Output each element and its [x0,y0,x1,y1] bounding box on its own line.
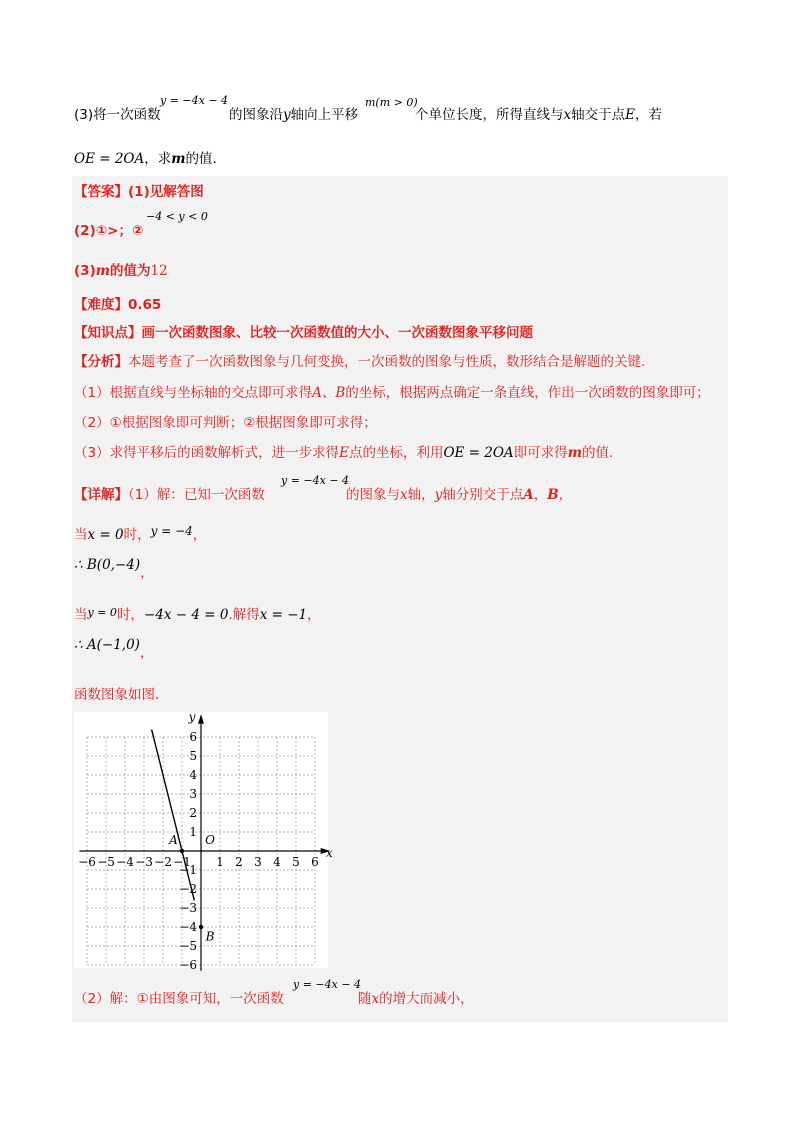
q3-xvar: x [563,107,572,123]
y-tick-label: 2 [189,806,197,820]
detail-l7-func: y = −4x − 4 [293,978,362,991]
x-tick-label: 3 [254,855,262,869]
q3-line2 [74,150,217,168]
q3-yvar: y [283,107,291,123]
detail-l4-a: 当 [74,607,88,623]
detail-l5-c: ， [139,645,154,661]
y-tick-label: −6 [179,958,197,972]
q3-point-e: E [625,107,635,123]
answer-part-2-math: −4 < y < 0 [146,210,208,223]
analysis-p3-a: （3）求得平移后的函数解析式，进一步求得 [74,445,340,461]
detail-l2-eq: x = 0 [87,527,124,543]
detail-label: 【详解】 [74,487,128,503]
x-axis-label: x [325,846,333,860]
answer-part-2-prefix: (2)①>；② [74,223,144,239]
q3-mid4: 轴交于点 [571,107,626,123]
analysis-p1-c: 的坐标，根据两点确定一条直线，作出一次函数的图象即可； [345,385,710,401]
x-tick-label: 4 [273,855,281,869]
answer-part-3-m: m [95,263,111,279]
point-b-dot [199,925,203,929]
detail-l4-eq2: −4x − 4 = 0 [143,607,229,623]
q3-mid3: 个单位长度，所得直线与 [415,107,564,123]
analysis-label: 【分析】 [74,354,128,370]
x-tick-label: −5 [97,855,115,869]
detail-l6-text: 函数图象如图. [74,687,160,703]
y-tick-label: 1 [189,825,197,839]
answer-part-3 [74,262,168,280]
point-a-dot [180,849,184,853]
answer-part-1: (1)见解答图 [128,184,204,200]
detail-line-2 [74,526,206,544]
q3-text-a [229,106,358,124]
difficulty-line [74,296,161,314]
y-tick-label: −5 [179,939,197,953]
x-tick-label: −4 [116,855,134,869]
analysis-p1-a: （1）根据直线与坐标轴的交点即可求得 [74,385,313,401]
question-3 [74,106,161,124]
function-graph [74,709,333,972]
q3-mid: 的图象沿 [229,107,283,123]
detail-l2-c: ， [192,527,207,543]
knowledge-label: 【知识点】 [74,325,142,341]
detail-l1-b: 的图象与 [346,487,400,503]
x-tick-label: 2 [235,855,243,869]
detail-l1-e: ， [533,487,548,503]
analysis-p3-c: 即可求得 [513,445,568,461]
detail-l4-res: x = −1 [259,607,308,623]
detail-l2-res: y = −4 [150,524,193,538]
q3-text-b [415,106,662,124]
function-graph-svg [74,709,333,972]
detail-l4-c: .解得 [228,607,260,623]
q3-eq: OE = 2OA [74,151,145,167]
difficulty-label: 【难度】 [74,297,128,313]
q3-mid2: 轴向上平移 [290,107,359,123]
detail-line-1b [346,486,572,504]
answer-part-3-mid: 的值为 [110,263,151,279]
q3-end: ，若 [634,107,662,123]
detail-l2-b: 时， [123,527,151,543]
origin-label: O [205,833,215,847]
detail-l1-x: x [400,487,408,503]
analysis-line [74,353,645,371]
analysis-intro: 本题考查了一次函数图象与几何变换，一次函数的图象与性质，数形结合是解题的关键. [128,354,646,370]
detail-l3-c: ， [140,565,154,581]
q3-prefix: (3)将一次函数 [74,107,161,123]
answer-part-3-prefix: (3) [74,263,96,279]
analysis-p3-eq: OE = 2OA [443,445,514,461]
y-axis-arrow [198,714,204,724]
x-tick-label: −1 [173,855,191,869]
knowledge-line [74,324,533,342]
analysis-p2-text: （2）①根据图象即可判断；②根据图象即可求得； [74,415,377,431]
detail-l7-c: 的增大而减小， [379,991,474,1007]
x-tick-label: 5 [292,855,300,869]
x-tick-label: −3 [135,855,153,869]
x-tick-label: −2 [154,855,172,869]
detail-l1-d: 轴分别交于点 [442,487,524,503]
detail-l2-a: 当 [74,527,88,543]
detail-l1-a-point: A [523,487,534,503]
detail-l1-y: y [434,487,443,503]
answer-label: 【答案】 [74,184,128,200]
q3-tail: ，求 [144,151,172,167]
y-tick-label: 4 [189,768,197,782]
detail-line-7b [358,990,474,1008]
detail-l7-b: 随 [358,991,372,1007]
detail-l5-a-coord: ∴ A(−1,0) [74,637,140,653]
y-tick-label: 5 [189,749,197,763]
detail-l7-a: （2）解：①由图象可知，一次函数 [74,991,284,1007]
detail-l4-d: ， [307,607,321,623]
x-tick-label: 6 [311,855,319,869]
analysis-p1 [74,384,710,402]
detail-line-7 [74,990,284,1008]
detail-l1-f: ， [558,487,573,503]
detail-l7-x: x [371,991,380,1007]
difficulty-value: 0.65 [128,297,162,313]
analysis-p3-m: m [567,445,582,461]
detail-line-5 [74,636,154,661]
answer-part-2 [74,222,143,240]
detail-l1-a: （1）解：已知一次函数 [128,487,265,503]
y-tick-label: 6 [189,730,197,744]
q3-condition: m(m > 0) [365,96,418,109]
point-a-label: A [169,833,178,847]
q3-tail2: 的值. [185,151,217,167]
answer-label-line [74,183,204,201]
analysis-p3-d: 的值. [581,445,614,461]
y-tick-label: −1 [179,863,197,877]
knowledge-value: 画一次函数图象、比较一次函数值的大小、一次函数图象平移问题 [141,325,533,341]
analysis-p3-b: 点的坐标，利用 [348,445,444,461]
x-tick-label: −6 [78,855,96,869]
y-tick-label: −4 [179,920,197,934]
detail-line-1 [74,486,265,504]
detail-l1-func: y = −4x − 4 [281,474,350,487]
q3-function: y = −4x − 4 [160,94,229,107]
analysis-p2 [74,414,377,432]
detail-l4-b: 时， [116,607,144,623]
detail-l4-eq: y = 0 [87,606,117,619]
detail-line-4 [74,606,321,625]
detail-l1-c: 轴， [407,487,435,503]
x-tick-label: 1 [216,855,224,869]
analysis-p3-e: E [339,445,349,461]
y-tick-label: −3 [179,901,197,915]
y-axis-label: y [188,709,196,724]
analysis-p1-ab: A、B [312,385,346,401]
q3-m: m [171,151,186,167]
detail-l1-b-point: B [547,487,559,503]
detail-line-3 [74,556,154,581]
detail-line-6 [74,686,159,704]
y-tick-label: 3 [189,787,197,801]
answer-part-3-value: 12 [150,263,168,279]
analysis-p3 [74,444,613,462]
point-b-label: B [205,929,215,944]
detail-l3-b-coord: ∴ B(0,−4) [74,557,141,573]
y-tick-label: −2 [179,882,197,896]
